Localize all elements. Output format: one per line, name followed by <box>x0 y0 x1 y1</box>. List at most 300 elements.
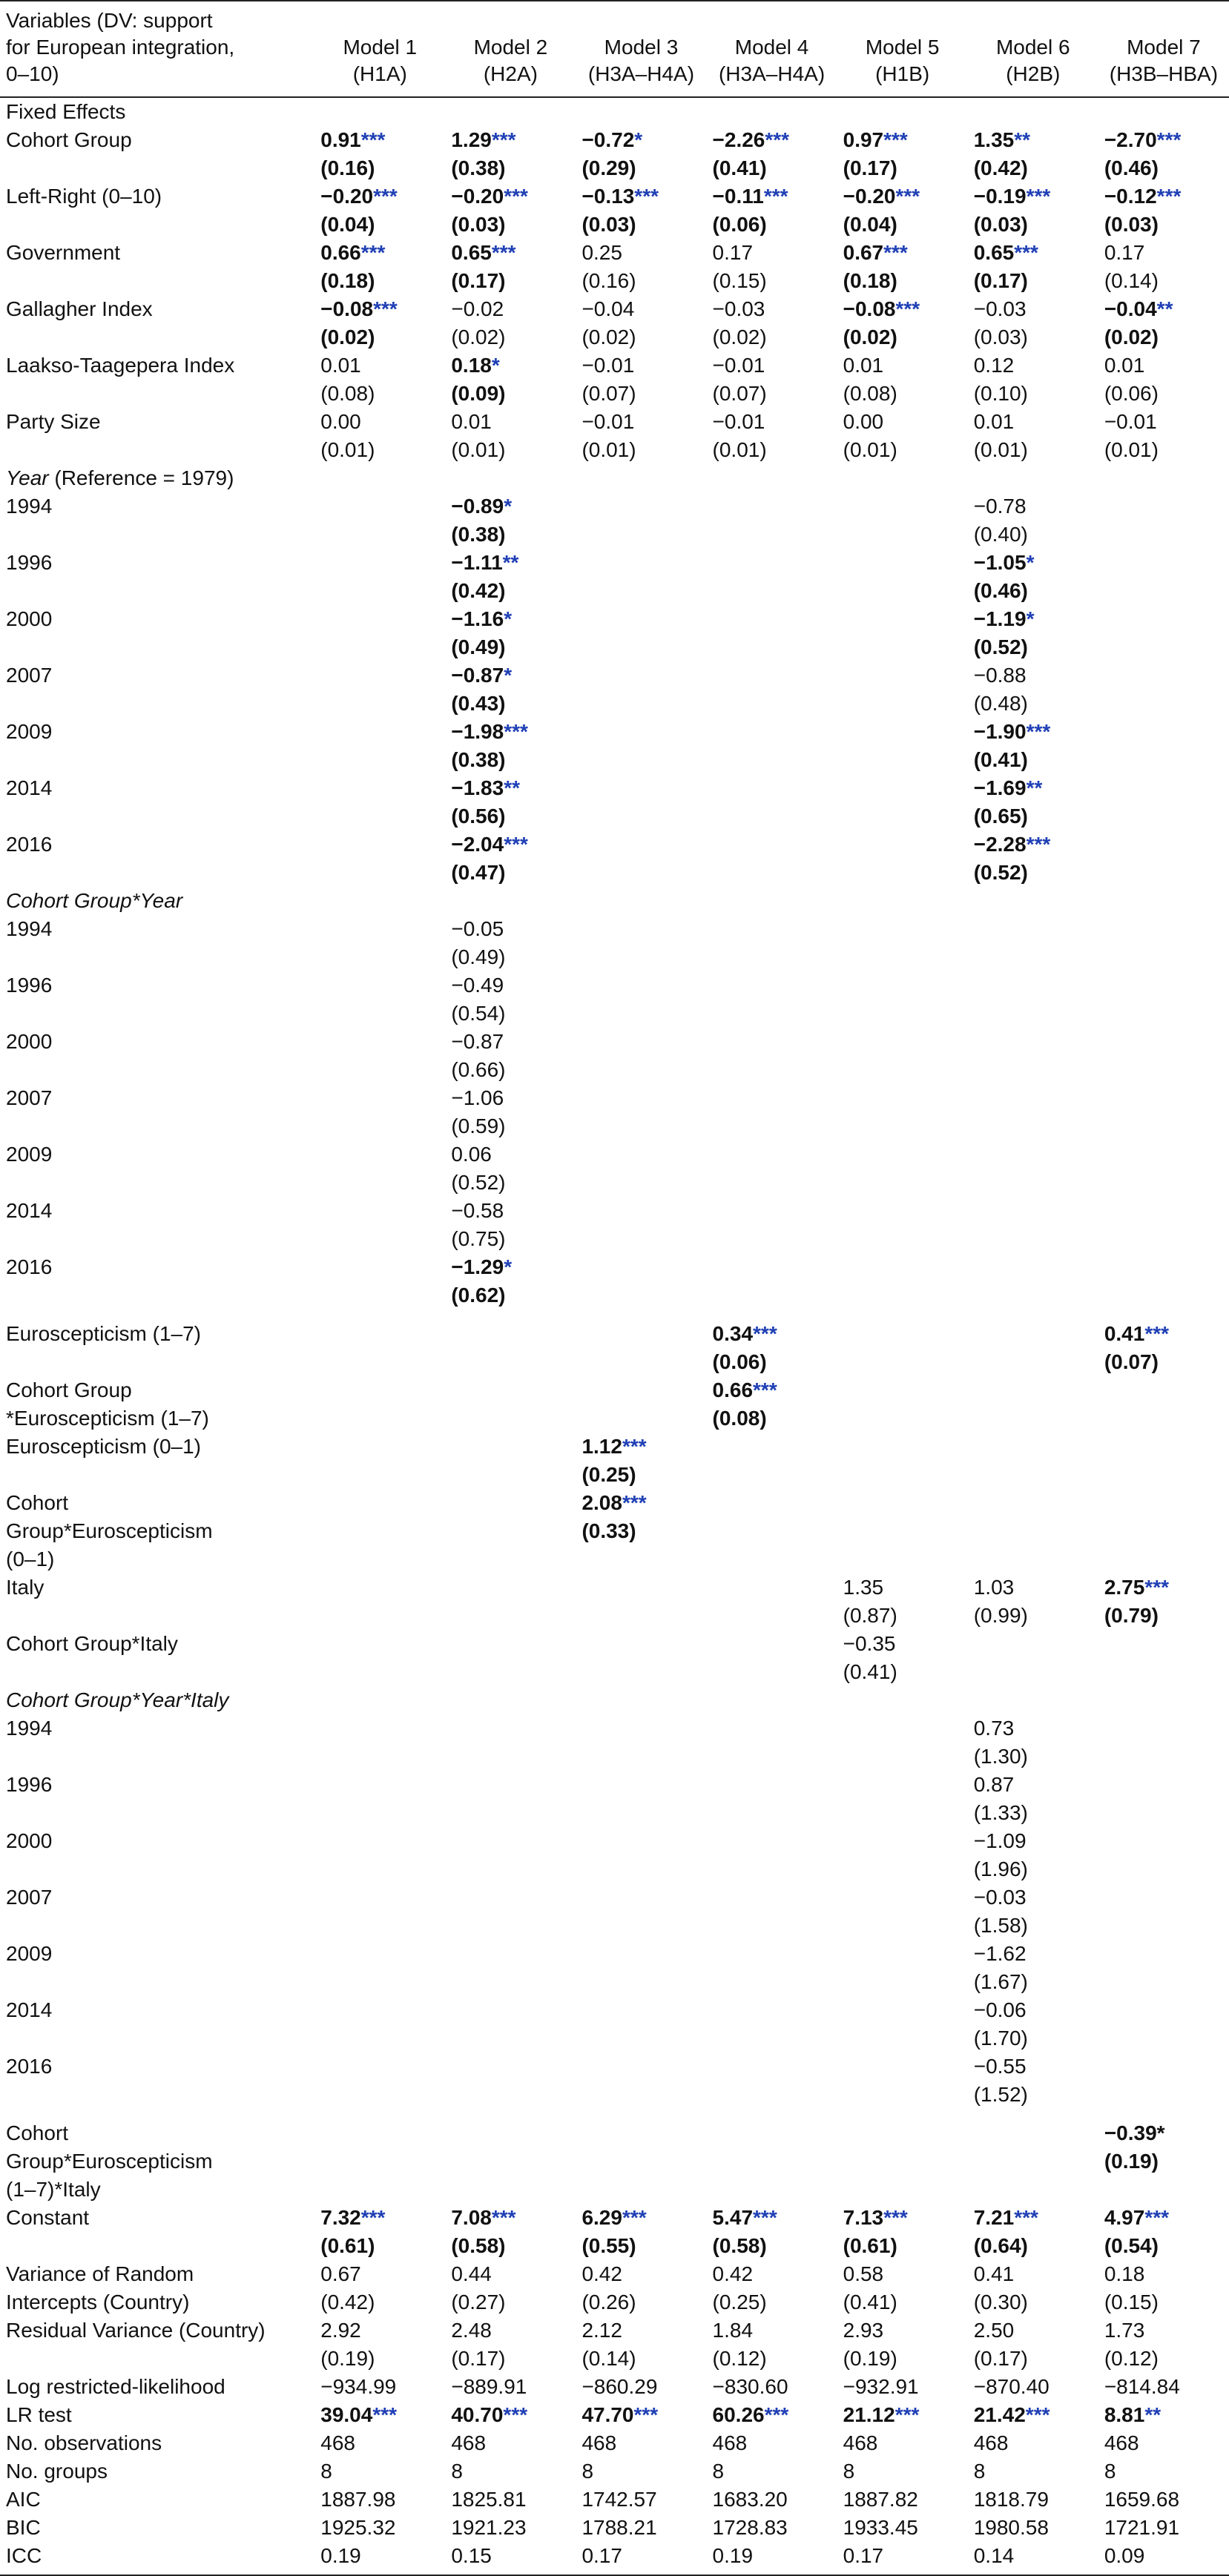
cell-model-1 <box>314 915 445 971</box>
coefficient-value: 1887.98 <box>320 2488 396 2511</box>
significance-stars: *** <box>491 128 516 151</box>
standard-error: (0.58) <box>712 2234 767 2257</box>
cell-model-1 <box>314 605 445 661</box>
row-label-line: Euroscepticism (1–7) <box>6 1322 201 1345</box>
cell-model-4 <box>707 1630 837 1686</box>
cell-model-5 <box>837 1940 968 1996</box>
cell-model-1 <box>314 1996 445 2052</box>
cell-model-6 <box>968 2514 1098 2542</box>
coefficient-value: 7.32 <box>320 2206 361 2229</box>
cell-model-4 <box>707 1376 837 1433</box>
coefficient-value: 1.35 <box>973 128 1015 151</box>
cell-model-4 <box>707 2109 837 2204</box>
cell-model-2 <box>445 2457 576 2486</box>
row-label-line: AIC <box>6 2488 41 2511</box>
cell-model-2 <box>445 1253 576 1310</box>
coefficient <box>451 915 570 943</box>
coefficient-value: 1742.57 <box>581 2488 657 2511</box>
cell-model-5 <box>837 971 968 1028</box>
row-label-line: Cohort Group <box>6 1378 132 1401</box>
cell-model-5 <box>837 2514 968 2542</box>
row-label-line: Log restricted-likelihood <box>6 2375 225 2398</box>
standard-error: (0.33) <box>581 1519 636 1542</box>
row-label-line: Group*Euroscepticism <box>6 2150 213 2173</box>
coefficient <box>713 182 831 211</box>
row-label-line: Intercepts (Country) <box>6 2291 190 2314</box>
table-row <box>0 1771 1229 1827</box>
coefficient-value: −1.29 <box>451 1255 504 1278</box>
coefficient <box>581 2514 700 2542</box>
cell-model-4 <box>707 1197 837 1253</box>
coefficient <box>581 1433 700 1461</box>
cell-model-6 <box>968 408 1098 464</box>
standard-error: (0.42) <box>973 156 1028 179</box>
cell-model-7 <box>1098 1771 1229 1827</box>
coefficient <box>974 2514 1093 2542</box>
coefficient-value: −0.88 <box>973 664 1027 687</box>
coefficient <box>451 1028 570 1056</box>
coefficient <box>974 182 1093 211</box>
cell-model-1 <box>314 1686 445 1714</box>
standard-error: (1.33) <box>973 1801 1028 1824</box>
coefficient <box>1104 351 1223 380</box>
standard-error: (0.01) <box>843 438 897 461</box>
coefficient-value: 0.18 <box>451 354 492 377</box>
row-label-line: Party Size <box>6 410 101 433</box>
standard-error: (0.41) <box>843 2291 897 2314</box>
table-row <box>0 126 1229 182</box>
coefficient-value: 0.00 <box>843 410 884 433</box>
coefficient <box>974 1883 1093 1912</box>
table-row <box>0 2316 1229 2373</box>
significance-stars: * <box>504 664 513 687</box>
row-label-text: Year <box>6 466 49 489</box>
coefficient <box>974 295 1093 323</box>
table-row <box>0 1028 1229 1084</box>
row-label <box>0 774 314 830</box>
standard-error: (1.58) <box>973 1914 1028 1937</box>
cell-model-3 <box>576 887 706 915</box>
coefficient-value: −1.11 <box>451 551 503 574</box>
coefficient <box>451 239 570 267</box>
row-label <box>0 2052 314 2109</box>
row-label-line: Cohort Group <box>6 128 132 151</box>
row-label-line: Euroscepticism (0–1) <box>6 1435 201 1458</box>
cell-model-3 <box>576 1883 706 1940</box>
coefficient <box>843 1573 962 1602</box>
table-row <box>0 97 1229 126</box>
cell-model-2 <box>445 2486 576 2514</box>
table-row <box>0 1883 1229 1940</box>
standard-error: (0.01) <box>451 438 506 461</box>
row-label <box>0 1714 314 1771</box>
cell-model-7 <box>1098 1489 1229 1573</box>
header-variables-line: Variables (DV: support <box>6 9 213 32</box>
coefficient <box>451 830 570 859</box>
row-label <box>0 239 314 295</box>
coefficient-value: 0.01 <box>1104 354 1145 377</box>
cell-model-3 <box>576 2429 706 2457</box>
coefficient <box>974 1714 1093 1743</box>
cell-model-5 <box>837 2401 968 2429</box>
cell-model-5 <box>837 2429 968 2457</box>
cell-model-1 <box>314 971 445 1028</box>
coefficient-value: 0.01 <box>451 410 492 433</box>
row-label-line: Laakso-Taagepera Index <box>6 354 235 377</box>
cell-model-3 <box>576 182 706 239</box>
row-label-line: 2009 <box>6 1942 53 1965</box>
coefficient-value: 0.67 <box>320 2262 361 2285</box>
model-name: Model 6 <box>995 36 1070 59</box>
coefficient-value: −1.83 <box>451 776 504 799</box>
coefficient <box>581 2373 700 2401</box>
coefficient <box>974 661 1093 690</box>
row-label-line: 2014 <box>6 1998 53 2021</box>
cell-model-5 <box>837 2109 968 2204</box>
coefficient <box>451 126 570 154</box>
coefficient-value: 0.44 <box>451 2262 492 2285</box>
cell-model-3 <box>576 239 706 295</box>
coefficient <box>843 2542 962 2570</box>
row-label-line: Left-Right (0–10) <box>6 185 162 208</box>
coefficient-value: 0.01 <box>843 354 884 377</box>
significance-stars: *** <box>1144 2206 1170 2229</box>
coefficient <box>451 182 570 211</box>
coefficient-value: −860.29 <box>581 2375 658 2398</box>
cell-model-1 <box>314 1883 445 1940</box>
row-label <box>0 97 314 126</box>
cell-model-3 <box>576 661 706 718</box>
significance-stars: *** <box>360 2206 386 2229</box>
standard-error: (0.09) <box>451 382 506 405</box>
row-label <box>0 1940 314 1996</box>
cell-model-5 <box>837 2204 968 2260</box>
standard-error: (0.55) <box>581 2234 636 2257</box>
cell-model-2 <box>445 1433 576 1489</box>
cell-model-1 <box>314 2204 445 2260</box>
cell-model-7 <box>1098 2109 1229 2204</box>
standard-error: (0.19) <box>843 2347 897 2370</box>
coefficient <box>974 2260 1093 2288</box>
cell-model-3 <box>576 2052 706 2109</box>
significance-stars: *** <box>765 128 790 151</box>
cell-model-6 <box>968 2457 1098 2486</box>
row-label-line: LR test <box>6 2403 72 2426</box>
standard-error: (0.02) <box>1104 326 1159 349</box>
row-label <box>0 2514 314 2542</box>
coefficient-value: 0.66 <box>712 1378 754 1401</box>
cell-model-1 <box>314 2429 445 2457</box>
cell-model-5 <box>837 830 968 887</box>
cell-model-5 <box>837 2457 968 2486</box>
row-label-line: No. observations <box>6 2431 162 2454</box>
standard-error: (0.08) <box>843 382 897 405</box>
table-row <box>0 1996 1229 2052</box>
row-label-line: 2000 <box>6 607 53 630</box>
coefficient <box>974 492 1093 521</box>
cell-model-1 <box>314 351 445 408</box>
significance-stars: *** <box>1156 185 1182 208</box>
row-label <box>0 1573 314 1630</box>
cell-model-2 <box>445 830 576 887</box>
cell-model-1 <box>314 1940 445 1996</box>
cell-model-2 <box>445 492 576 549</box>
standard-error: (0.02) <box>320 326 375 349</box>
cell-model-6 <box>968 126 1098 182</box>
coefficient <box>581 2316 700 2345</box>
significance-stars: * <box>634 128 643 151</box>
row-label <box>0 351 314 408</box>
cell-model-4 <box>707 971 837 1028</box>
cell-model-4 <box>707 2373 837 2401</box>
standard-error: (0.47) <box>451 861 506 884</box>
cell-model-6 <box>968 2316 1098 2373</box>
cell-model-1 <box>314 887 445 915</box>
coefficient <box>320 2486 439 2514</box>
coefficient <box>1104 182 1223 211</box>
row-label-line: 2009 <box>6 1143 53 1166</box>
cell-model-3 <box>576 1771 706 1827</box>
row-label <box>0 1253 314 1310</box>
coefficient-value: 0.42 <box>712 2262 754 2285</box>
cell-model-7 <box>1098 2401 1229 2429</box>
standard-error: (1.52) <box>973 2083 1028 2106</box>
coefficient <box>320 2204 439 2232</box>
cell-model-1 <box>314 718 445 774</box>
coefficient <box>451 2429 570 2457</box>
standard-error: (0.03) <box>581 213 636 236</box>
coefficient-value: −1.16 <box>451 607 504 630</box>
cell-model-2 <box>445 351 576 408</box>
coefficient-value: 0.06 <box>451 1143 492 1166</box>
cell-model-3 <box>576 2514 706 2542</box>
coefficient <box>843 2260 962 2288</box>
table-header <box>0 1 1229 97</box>
coefficient <box>843 2514 962 2542</box>
standard-error: (0.46) <box>973 579 1028 602</box>
coefficient-value: −0.03 <box>973 297 1027 320</box>
coefficient-value: −1.05 <box>973 551 1027 574</box>
cell-model-5 <box>837 1883 968 1940</box>
coefficient-value: 0.19 <box>320 2544 361 2567</box>
standard-error: (0.18) <box>843 269 897 292</box>
cell-model-6 <box>968 492 1098 549</box>
coefficient <box>581 2204 700 2232</box>
cell-model-1 <box>314 408 445 464</box>
cell-model-6 <box>968 774 1098 830</box>
cell-model-2 <box>445 2401 576 2429</box>
cell-model-5 <box>837 464 968 492</box>
cell-model-5 <box>837 1714 968 1771</box>
cell-model-5 <box>837 1573 968 1630</box>
standard-error: (0.18) <box>320 269 375 292</box>
cell-model-4 <box>707 182 837 239</box>
coefficient-value: −0.11 <box>712 185 764 208</box>
coefficient <box>974 1771 1093 1799</box>
significance-stars: ** <box>1026 776 1043 799</box>
coefficient-value: 1.29 <box>451 128 492 151</box>
cell-model-1 <box>314 2373 445 2401</box>
standard-error: (0.02) <box>843 326 897 349</box>
coefficient-value: 468 <box>1104 2431 1139 2454</box>
coefficient-value: −0.04 <box>581 297 635 320</box>
coefficient-value: 4.97 <box>1104 2206 1145 2229</box>
row-label-line: Cohort Group*Italy <box>6 1632 178 1655</box>
standard-error: (0.10) <box>973 382 1028 405</box>
cell-model-5 <box>837 1630 968 1686</box>
coefficient <box>581 2457 700 2486</box>
cell-model-3 <box>576 1253 706 1310</box>
cell-model-4 <box>707 2457 837 2486</box>
cell-model-5 <box>837 718 968 774</box>
coefficient <box>843 2204 962 2232</box>
table-row <box>0 2457 1229 2486</box>
coefficient <box>713 2429 831 2457</box>
coefficient <box>451 351 570 380</box>
cell-model-2 <box>445 1376 576 1433</box>
cell-model-5 <box>837 295 968 351</box>
cell-model-7 <box>1098 408 1229 464</box>
row-label <box>0 1771 314 1827</box>
coefficient <box>581 2542 700 2570</box>
cell-model-2 <box>445 2260 576 2316</box>
standard-error: (0.01) <box>712 438 767 461</box>
significance-stars: ** <box>502 551 519 574</box>
cell-model-2 <box>445 1310 576 1376</box>
row-label-line: Variance of Random <box>6 2262 194 2285</box>
significance-stars: *** <box>895 185 920 208</box>
coefficient <box>713 2486 831 2514</box>
coefficient-value: −1.69 <box>973 776 1027 799</box>
cell-model-7 <box>1098 2486 1229 2514</box>
row-label-line: Italy <box>6 1576 45 1599</box>
standard-error: (0.15) <box>1104 2291 1159 2314</box>
coefficient-value: 1.03 <box>973 1576 1015 1599</box>
table-row <box>0 351 1229 408</box>
cell-model-7 <box>1098 492 1229 549</box>
coefficient-value: 0.19 <box>712 2544 754 2567</box>
coefficient-value: 0.15 <box>451 2544 492 2567</box>
model-hypothesis: (H1B) <box>875 62 930 85</box>
cell-model-1 <box>314 1489 445 1573</box>
cell-model-1 <box>314 1771 445 1827</box>
coefficient-value: 21.42 <box>973 2403 1026 2426</box>
coefficient <box>581 126 700 154</box>
cell-model-7 <box>1098 2373 1229 2401</box>
coefficient-value: 1980.58 <box>973 2516 1049 2539</box>
table-row <box>0 1197 1229 1253</box>
coefficient <box>581 1489 700 1517</box>
standard-error: (0.30) <box>973 2291 1028 2314</box>
row-label-line: Cohort <box>6 2121 69 2144</box>
coefficient <box>451 2457 570 2486</box>
table-row <box>0 1084 1229 1140</box>
coefficient-value: −0.06 <box>973 1998 1027 2021</box>
coefficient <box>320 295 439 323</box>
coefficient <box>974 718 1093 746</box>
cell-model-7 <box>1098 182 1229 239</box>
cell-model-6 <box>968 2109 1098 2204</box>
cell-model-1 <box>314 2260 445 2316</box>
cell-model-2 <box>445 97 576 126</box>
cell-model-2 <box>445 1686 576 1714</box>
coefficient <box>451 2542 570 2570</box>
coefficient <box>581 295 700 323</box>
cell-model-7 <box>1098 1940 1229 1996</box>
table-row <box>0 661 1229 718</box>
coefficient-value: 468 <box>320 2431 355 2454</box>
significance-stars: *** <box>1156 128 1182 151</box>
coefficient <box>581 2401 700 2429</box>
cell-model-5 <box>837 549 968 605</box>
table-row <box>0 1376 1229 1433</box>
coefficient-value: −1.19 <box>973 607 1027 630</box>
cell-model-6 <box>968 1084 1098 1140</box>
cell-model-7 <box>1098 1084 1229 1140</box>
cell-model-7 <box>1098 971 1229 1028</box>
cell-model-2 <box>445 1714 576 1771</box>
significance-stars: *** <box>894 2403 920 2426</box>
significance-stars: * <box>504 607 513 630</box>
table-row <box>0 2204 1229 2260</box>
row-label <box>0 1433 314 1489</box>
coefficient-value: 0.41 <box>1104 1322 1145 1345</box>
cell-model-1 <box>314 239 445 295</box>
coefficient-value: −0.08 <box>320 297 374 320</box>
standard-error: (0.02) <box>451 326 506 349</box>
cell-model-6 <box>968 2373 1098 2401</box>
coefficient <box>451 1084 570 1112</box>
cell-model-7 <box>1098 351 1229 408</box>
cell-model-7 <box>1098 126 1229 182</box>
table-row <box>0 1433 1229 1489</box>
coefficient <box>451 2401 570 2429</box>
significance-stars: *** <box>883 241 908 264</box>
cell-model-7 <box>1098 2052 1229 2109</box>
cell-model-5 <box>837 351 968 408</box>
coefficient-value: −0.20 <box>451 185 504 208</box>
cell-model-5 <box>837 774 968 830</box>
table-row <box>0 1489 1229 1573</box>
standard-error: (0.01) <box>320 438 375 461</box>
coefficient-value: −0.58 <box>451 1199 504 1222</box>
significance-stars: *** <box>883 2206 908 2229</box>
coefficient <box>974 1940 1093 1968</box>
cell-model-4 <box>707 1714 837 1771</box>
standard-error: (0.41) <box>973 748 1028 771</box>
row-label <box>0 887 314 915</box>
coefficient <box>320 2316 439 2345</box>
coefficient <box>713 408 831 436</box>
standard-error: (0.87) <box>843 1604 897 1627</box>
cell-model-2 <box>445 295 576 351</box>
coefficient-value: 47.70 <box>581 2403 634 2426</box>
coefficient <box>451 2373 570 2401</box>
coefficient <box>974 2316 1093 2345</box>
significance-stars: * <box>1156 2121 1165 2144</box>
coefficient <box>843 351 962 380</box>
cell-model-7 <box>1098 605 1229 661</box>
coefficient <box>581 351 700 380</box>
cell-model-7 <box>1098 2204 1229 2260</box>
cell-model-4 <box>707 2052 837 2109</box>
row-label <box>0 1197 314 1253</box>
cell-model-3 <box>576 1630 706 1686</box>
table-row <box>0 2260 1229 2316</box>
cell-model-1 <box>314 126 445 182</box>
cell-model-1 <box>314 2109 445 2204</box>
coefficient <box>320 2514 439 2542</box>
